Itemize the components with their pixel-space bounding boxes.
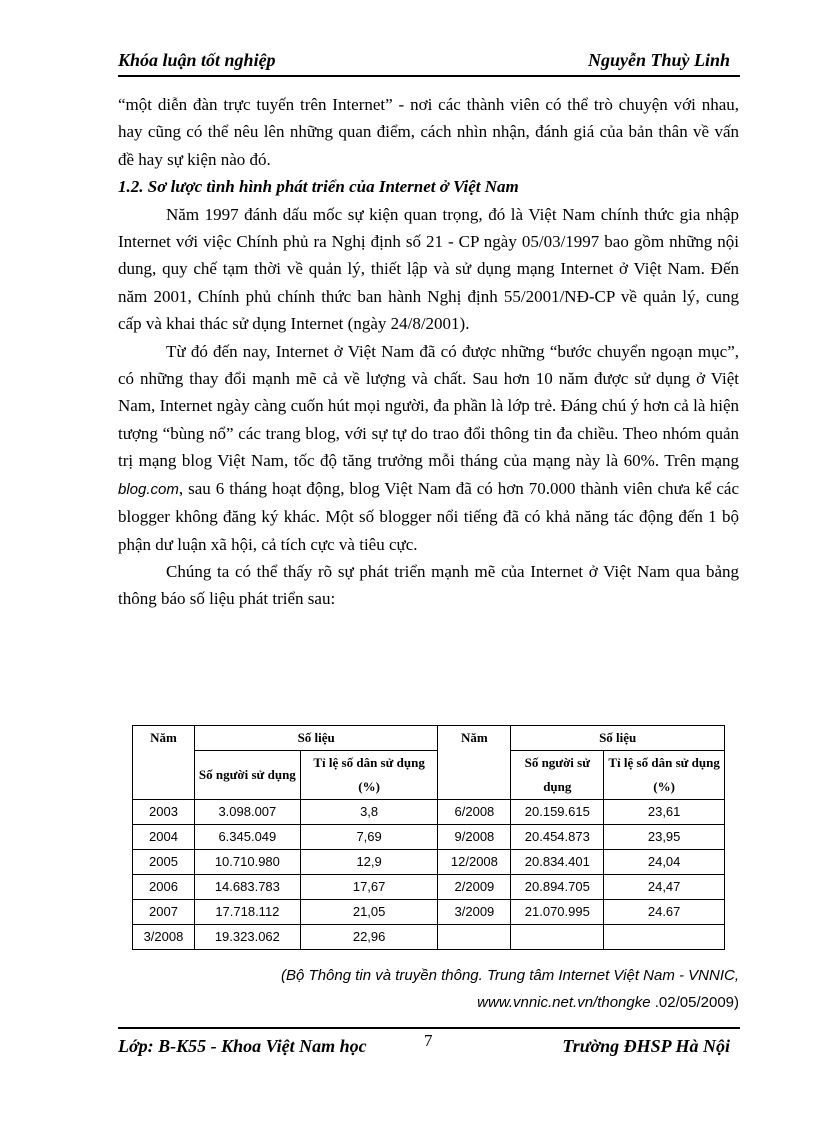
users-cell: 20.894.705 — [511, 875, 604, 900]
source-date: .02/05/2009) — [650, 994, 739, 1011]
header-rule — [118, 75, 740, 77]
header-year-right: Năm — [438, 726, 511, 800]
rate-cell: 24,04 — [604, 850, 725, 875]
users-cell: 20.159.615 — [511, 800, 604, 825]
year-cell: 9/2008 — [438, 825, 511, 850]
rate-cell: 24.67 — [604, 900, 725, 925]
rate-cell: 22,96 — [300, 925, 438, 950]
year-cell: 3/2008 — [133, 925, 195, 950]
users-cell: 10.710.980 — [194, 850, 300, 875]
table-row — [133, 925, 725, 950]
year-cell: 2003 — [133, 800, 195, 825]
subheader-rate-right: Tỉ lệ số dân sử dụng (%) — [604, 751, 725, 800]
page-number: 7 — [424, 1031, 433, 1050]
rate-cell: 3,8 — [300, 800, 438, 825]
subheader-rate-left: Tỉ lệ số dân sử dụng (%) — [300, 751, 438, 800]
paragraph-intro: “một diễn đàn trực tuyến trên Internet” - nơi các thành viên có thể trò chuyện với nhau, hay cũng có thể nêu lên những quan điểm, cách nhìn nhận, đánh giá của bản thân về vấn đề hay sự kiện nào đó. — [118, 95, 739, 169]
blog-site-name: blog.com — [118, 480, 179, 498]
rate-cell: 12,9 — [300, 850, 438, 875]
paragraph-growth-part-b: , sau 6 tháng hoạt động, blog Việt Nam đã có hơn 70.000 thành viên chưa kể các blogger không đăng ký khác. Một số blogger nổi tiếng đã có khả năng tác động đến 1 bộ phận dư luận xã hội, cả tích cực và tiêu cực. — [118, 478, 739, 554]
rate-cell: 23,61 — [604, 800, 725, 825]
year-cell: 6/2008 — [438, 800, 511, 825]
table-source-line1: (Bộ Thông tin và truyền thông. Trung tâm Internet Việt Nam - VNNIC, — [281, 967, 739, 984]
subheader-users-left: Số người sử dụng — [194, 751, 300, 800]
rate-cell: 17,67 — [300, 875, 438, 900]
users-cell: 21.070.995 — [511, 900, 604, 925]
paragraph-growth — [118, 338, 739, 558]
users-cell: 14.683.783 — [194, 875, 300, 900]
year-cell: 2004 — [133, 825, 195, 850]
year-cell: 2/2009 — [438, 875, 511, 900]
table-row — [133, 800, 725, 825]
users-cell: 6.345.049 — [194, 825, 300, 850]
users-cell: 20.834.401 — [511, 850, 604, 875]
year-cell: 2007 — [133, 900, 195, 925]
section-heading: 1.2. Sơ lược tình hình phát triển của Internet ở Việt Nam — [118, 177, 519, 197]
paragraph-1997: Năm 1997 đánh dấu mốc sự kiện quan trọng, đó là Việt Nam chính thức gia nhập Internet với việc Chính phủ ra Nghị định số 21 - CP ngày 05/03/1997 bao gồm những nội dung, quy chế tạm thời về quản lý, thiết lập và sử dụng mạng Internet ở Việt Nam. Đến năm 2001, Chính phủ chính thức ban hành Nghị định 55/2001/NĐ-CP về quản lý, cung cấp và khai thác sử dụng Internet (ngày 24/8/2001). — [118, 204, 739, 334]
users-cell: 3.098.007 — [194, 800, 300, 825]
rate-cell: 7,69 — [300, 825, 438, 850]
footer-rule — [118, 1027, 740, 1029]
source-link: www.vnnic.net.vn/thongke — [477, 994, 651, 1011]
year-cell: 12/2008 — [438, 850, 511, 875]
year-cell: 3/2009 — [438, 900, 511, 925]
header-year-left: Năm — [133, 726, 195, 800]
table-row — [133, 825, 725, 850]
table-row — [133, 850, 725, 875]
rate-cell: 21,05 — [300, 900, 438, 925]
subheader-users-right: Số người sử dụng — [511, 751, 604, 800]
table-source-line2 — [119, 989, 739, 1016]
users-cell: 17.718.112 — [194, 900, 300, 925]
footer-class: Lớp: B-K55 - Khoa Việt Nam học — [118, 1036, 367, 1056]
footer-school: Trường ĐHSP Hà Nội — [562, 1036, 730, 1056]
users-cell — [511, 925, 604, 950]
users-cell: 19.323.062 — [194, 925, 300, 950]
paragraph-growth-part-a: Từ đó đến nay, Internet ở Việt Nam đã có được những “bước chuyển ngoạn mục”, có những thay đổi mạnh mẽ cả về lượng và chất. Sau hơn 10 năm được sử dụng ở Việt Nam, Internet ngày càng cuốn hút mọi người, đa phần là lớp trẻ. Đáng chú ý hơn cả là hiện tượng “bùng nổ” các trang blog, với sự tự do trao đổi thông tin đa chiều. Theo nhóm quản trị mạng blog Việt Nam, tốc độ tăng trưởng mỗi tháng của mạng này là 60%. Trên mạng — [118, 341, 739, 471]
year-cell: 2006 — [133, 875, 195, 900]
rate-cell: 23,95 — [604, 825, 725, 850]
year-cell — [438, 925, 511, 950]
table-row — [133, 875, 725, 900]
paragraph-table-intro: Chúng ta có thể thấy rõ sự phát triển mạnh mẽ của Internet ở Việt Nam qua bảng thông báo số liệu phát triển sau: — [118, 561, 739, 609]
header-stats-right: Số liệu — [511, 726, 725, 751]
header-title: Khóa luận tốt nghiệp — [118, 50, 276, 70]
table-row — [133, 900, 725, 925]
page-header — [118, 50, 740, 72]
rate-cell — [604, 925, 725, 950]
year-cell: 2005 — [133, 850, 195, 875]
rate-cell: 24,47 — [604, 875, 725, 900]
users-cell: 20.454.873 — [511, 825, 604, 850]
body-text — [118, 91, 739, 613]
header-author: Nguyễn Thuỳ Linh — [587, 50, 730, 70]
header-stats-left: Số liệu — [194, 726, 438, 751]
internet-stats-table — [132, 725, 725, 950]
